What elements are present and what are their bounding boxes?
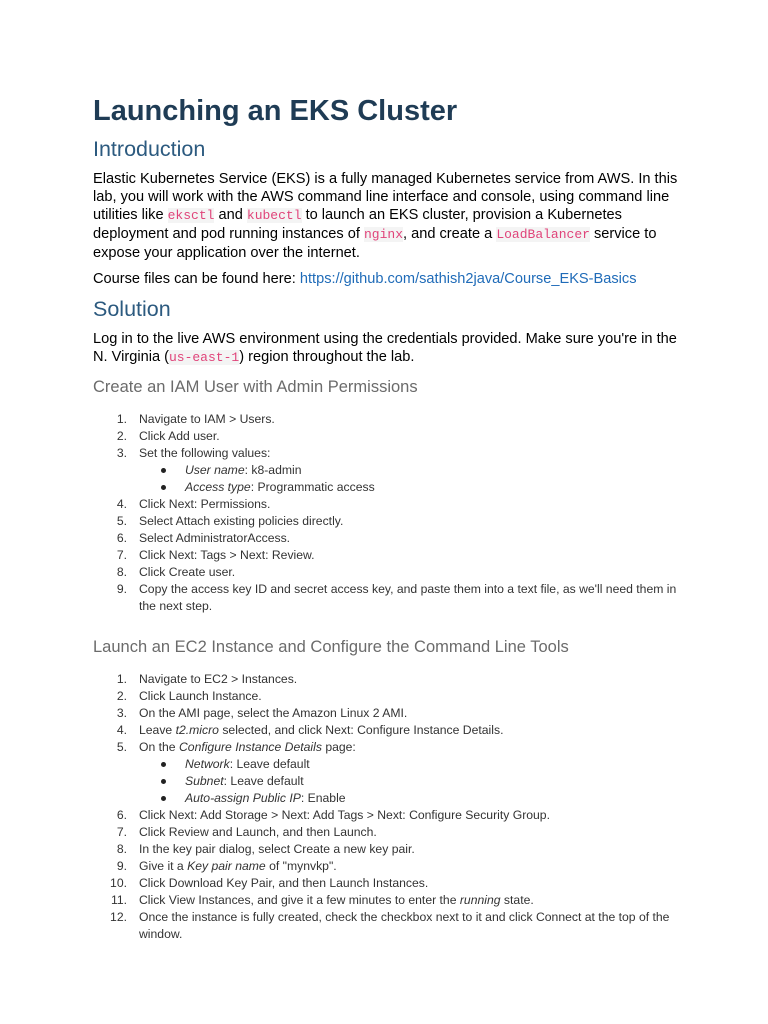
step-text: Click Review and Launch, and then Launch. xyxy=(139,825,377,839)
list-number: 2. xyxy=(116,429,127,443)
step-text: Click View Instances, and give it a few minutes to enter the xyxy=(139,893,460,907)
code-eksctl: eksctl xyxy=(167,208,215,223)
list-item xyxy=(93,547,683,564)
heading-ec2: Launch an EC2 Instance and Configure the Command Line Tools xyxy=(93,638,569,656)
step-text: Click Create user. xyxy=(139,565,236,579)
field-value: : k8-admin xyxy=(244,463,302,477)
list-number: 8. xyxy=(116,842,127,856)
course-files-paragraph xyxy=(93,270,683,288)
heading-iam: Create an IAM User with Admin Permissions xyxy=(93,378,418,396)
step-text: On the AMI page, select the Amazon Linux 2 AMI. xyxy=(139,706,408,720)
text-run: and xyxy=(214,207,247,223)
sub-list-item xyxy=(139,773,683,790)
course-files-link[interactable]: https://github.com/sathish2java/Course_EKS-Basics xyxy=(299,271,637,287)
field-value: : Enable xyxy=(300,791,346,805)
field-name: Subnet xyxy=(185,774,224,788)
bullet-icon xyxy=(161,762,166,767)
text-run: to launch an EKS cluster, provision a Kubernetes deployment and pod running instances of xyxy=(93,207,622,242)
code-kubectl: kubectl xyxy=(246,208,302,223)
step-text: Set the following values: xyxy=(139,446,271,460)
step-text: Leave xyxy=(139,723,176,737)
step-text: Select AdministratorAccess. xyxy=(139,531,291,545)
list-item xyxy=(93,688,683,705)
list-number: 7. xyxy=(116,548,127,562)
step-text: On the xyxy=(139,740,179,754)
list-item xyxy=(93,411,683,428)
step-emphasis: Configure Instance Details xyxy=(178,740,322,754)
step-text: Click Next: Tags > Next: Review. xyxy=(139,548,315,562)
list-item xyxy=(93,892,683,909)
ec2-steps-list xyxy=(93,671,683,943)
list-item xyxy=(93,875,683,892)
list-item xyxy=(93,671,683,688)
list-number: 12. xyxy=(110,910,127,924)
bullet-icon xyxy=(161,468,166,473)
document-content xyxy=(93,92,683,943)
step-text: Click Launch Instance. xyxy=(139,689,262,703)
step-text: Select Attach existing policies directly. xyxy=(139,514,344,528)
list-number: 6. xyxy=(116,808,127,822)
sub-list-item xyxy=(139,462,683,479)
field-name: User name xyxy=(185,463,245,477)
list-item xyxy=(93,496,683,513)
list-number: 10. xyxy=(110,876,127,890)
list-item xyxy=(93,705,683,722)
field-value: : Programmatic access xyxy=(250,480,375,494)
list-number: 3. xyxy=(116,706,127,720)
step-emphasis: Key pair name xyxy=(187,859,266,873)
bullet-icon xyxy=(161,779,166,784)
step-text: Click Next: Permissions. xyxy=(139,497,271,511)
step-text: Navigate to IAM > Users. xyxy=(139,412,275,426)
sub-list xyxy=(139,462,683,496)
list-item xyxy=(93,513,683,530)
list-number: 4. xyxy=(116,723,127,737)
text-run: Course files can be found here: xyxy=(93,271,300,287)
list-item xyxy=(93,909,683,943)
list-number: 5. xyxy=(116,514,127,528)
intro-paragraph xyxy=(93,170,683,262)
text-run: service to expose your application over the internet. xyxy=(93,226,657,261)
step-text: Give it a xyxy=(139,859,188,873)
step-text: Click Download Key Pair, and then Launch Instances. xyxy=(139,876,429,890)
list-number: 1. xyxy=(116,412,127,426)
page-title: Launching an EKS Cluster xyxy=(93,95,458,127)
list-number: 6. xyxy=(116,531,127,545)
list-number: 7. xyxy=(116,825,127,839)
text-run: , and create a xyxy=(403,226,497,242)
field-value: : Leave default xyxy=(223,774,304,788)
bullet-icon xyxy=(161,485,166,490)
list-item xyxy=(93,858,683,875)
list-item xyxy=(93,581,683,615)
list-item xyxy=(93,564,683,581)
text-run: ) region throughout the lab. xyxy=(239,349,415,365)
step-emphasis: t2.micro xyxy=(175,723,219,737)
bullet-icon xyxy=(161,796,166,801)
list-item xyxy=(93,722,683,739)
iam-steps-list xyxy=(93,411,683,615)
list-number: 2. xyxy=(116,689,127,703)
list-number: 8. xyxy=(116,565,127,579)
step-text: Click Add user. xyxy=(139,429,220,443)
list-item xyxy=(93,428,683,445)
sub-list-item xyxy=(139,790,683,807)
list-number: 9. xyxy=(116,859,127,873)
heading-solution: Solution xyxy=(93,297,171,321)
list-number: 5. xyxy=(116,740,127,754)
field-name: Network xyxy=(185,757,230,771)
code-loadbalancer: LoadBalancer xyxy=(496,227,590,242)
text-run: Elastic Kubernetes Service (EKS) is a fully managed Kubernetes service from AWS. In this lab, you will work with the AWS command line interface and console, using command line utilities like xyxy=(93,171,678,223)
text-run: Log in to the live AWS environment using the credentials provided. Make sure you're in the N. Virginia ( xyxy=(93,331,677,365)
sub-list xyxy=(139,756,683,807)
field-name: Auto-assign Public IP xyxy=(185,791,301,805)
step-text: selected, and click Next: Configure Instance Details. xyxy=(218,723,504,737)
step-text: page: xyxy=(321,740,356,754)
list-number: 11. xyxy=(110,893,127,907)
list-item xyxy=(93,445,683,496)
step-emphasis: running xyxy=(459,893,501,907)
list-number: 3. xyxy=(116,446,127,460)
field-value: : Leave default xyxy=(229,757,310,771)
list-number: 9. xyxy=(116,582,127,596)
spacer xyxy=(93,615,683,627)
step-text: Click Next: Add Storage > Next: Add Tags > Next: Configure Security Group. xyxy=(139,808,550,822)
list-item xyxy=(93,841,683,858)
sub-list-item xyxy=(139,479,683,496)
list-number: 1. xyxy=(116,672,127,686)
list-item xyxy=(93,530,683,547)
heading-introduction: Introduction xyxy=(93,137,206,161)
list-number: 4. xyxy=(116,497,127,511)
step-text: of "mynvkp". xyxy=(265,859,337,873)
list-item xyxy=(93,739,683,807)
list-item xyxy=(93,807,683,824)
step-text: state. xyxy=(500,893,534,907)
code-region: us-east-1 xyxy=(168,350,240,365)
code-nginx: nginx xyxy=(363,227,403,242)
step-text: Copy the access key ID and secret access key, and paste them into a text file, as we'll need them in the next step. xyxy=(139,582,677,613)
step-text: Once the instance is fully created, check the checkbox next to it and click Connect at the top of the window. xyxy=(139,910,670,941)
solution-paragraph xyxy=(93,330,683,367)
list-item xyxy=(93,824,683,841)
step-text: In the key pair dialog, select Create a new key pair. xyxy=(139,842,415,856)
step-text: Navigate to EC2 > Instances. xyxy=(139,672,298,686)
sub-list-item xyxy=(139,756,683,773)
field-name: Access type xyxy=(185,480,251,494)
